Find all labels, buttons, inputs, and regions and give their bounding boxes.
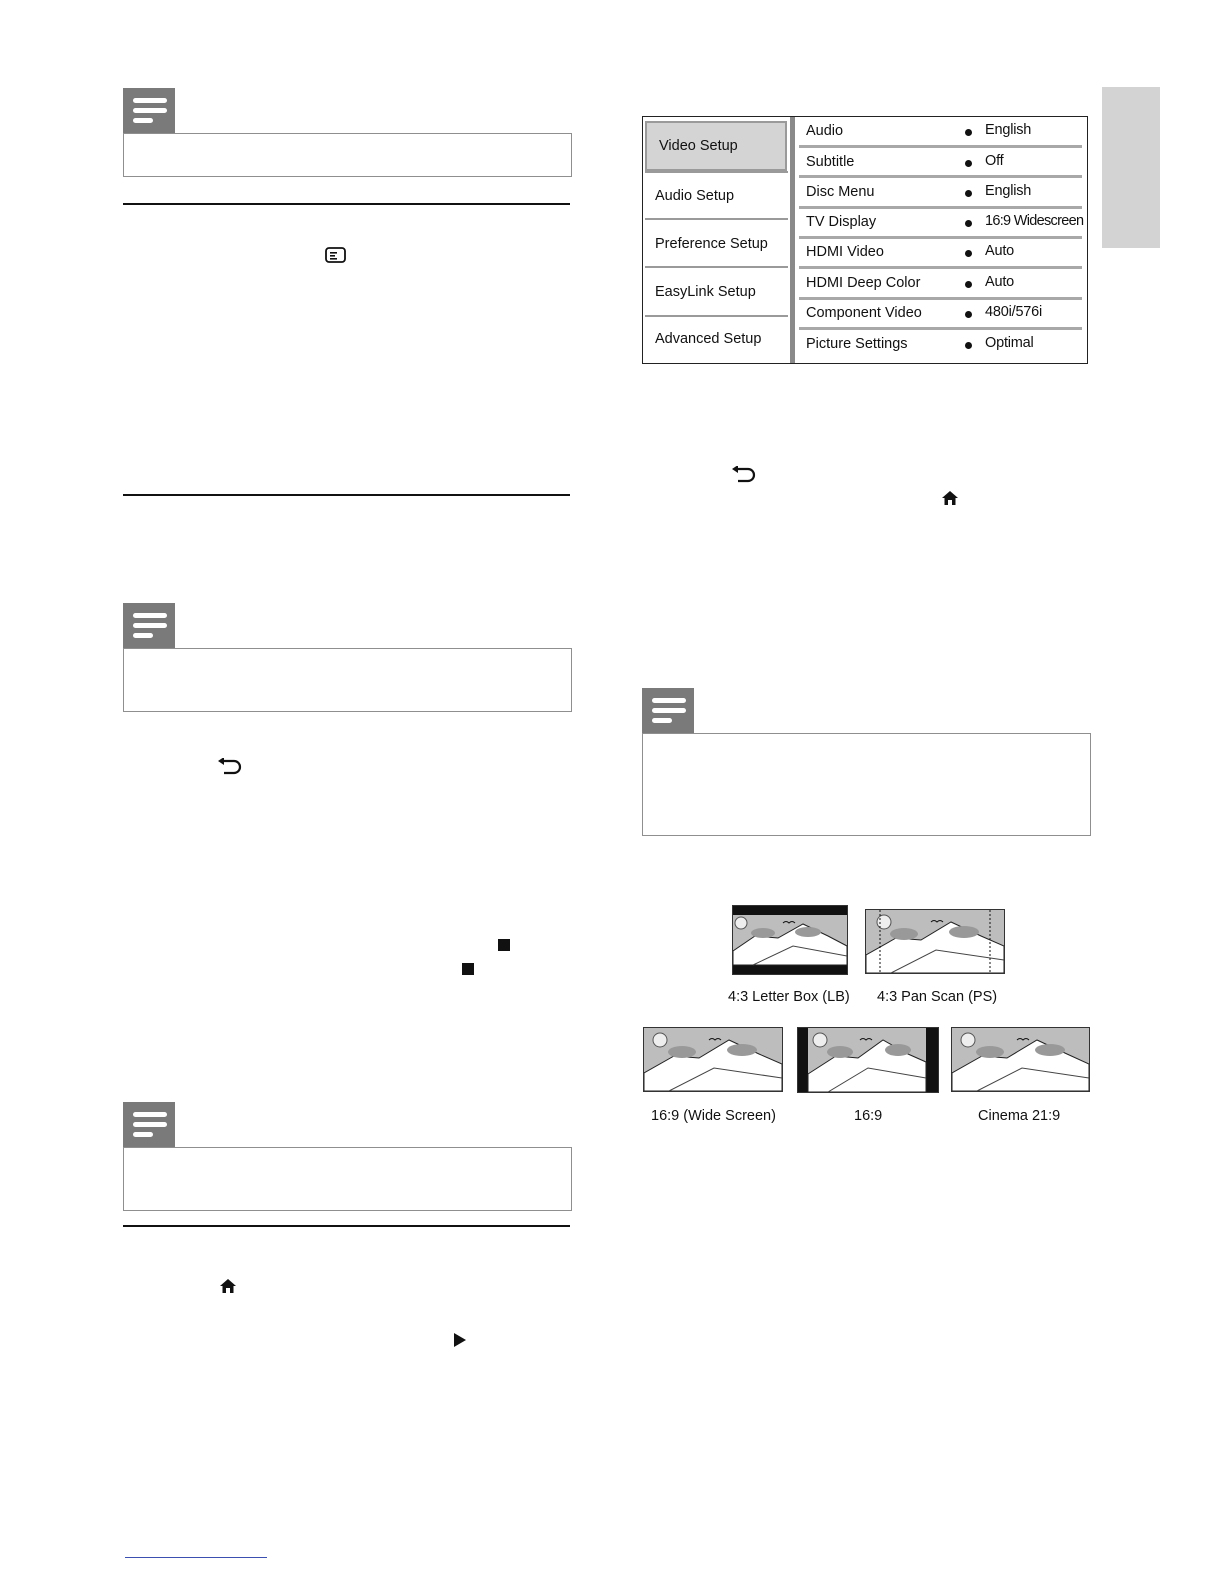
row-label: Picture Settings	[806, 336, 908, 352]
row-value: Off	[985, 153, 1004, 169]
bullet-icon	[965, 281, 972, 288]
caption-cinema: Cinema 21:9	[978, 1108, 1061, 1124]
caption-sixteen-nine: 16:9	[854, 1108, 883, 1124]
row-value: English	[985, 183, 1032, 199]
note-icon	[123, 603, 175, 649]
letterbox-illustration	[732, 905, 848, 975]
menu-divider	[790, 117, 795, 363]
bullet-icon	[965, 160, 972, 167]
home-icon	[219, 1278, 237, 1294]
row-label: Component Video	[806, 305, 922, 321]
back-icon	[731, 466, 757, 484]
widescreen-illustration	[643, 1027, 783, 1092]
bullet-icon	[965, 311, 972, 318]
caption-panscan: 4:3 Pan Scan (PS)	[877, 989, 998, 1005]
row-value: Auto	[985, 274, 1015, 290]
section-divider	[123, 203, 570, 205]
note-box	[642, 733, 1091, 836]
note-box	[123, 1147, 572, 1211]
subtitle-icon	[325, 247, 346, 263]
play-icon	[454, 1333, 466, 1347]
menu-item-easylink-setup[interactable]: EasyLink Setup	[655, 284, 756, 300]
menu-row-hdmi-video[interactable]	[799, 238, 1082, 266]
bullet-icon	[965, 129, 972, 136]
stop-icon	[462, 963, 474, 975]
menu-row-subtitle[interactable]	[799, 148, 1082, 176]
menu-item-audio-setup[interactable]: Audio Setup	[655, 188, 735, 204]
row-label: HDMI Deep Color	[806, 275, 921, 291]
panscan-illustration	[865, 909, 1005, 974]
bullet-icon	[965, 220, 972, 227]
cinema-illustration	[951, 1027, 1090, 1092]
bullet-icon	[965, 342, 972, 349]
menu-item-video-setup[interactable]: Video Setup	[645, 121, 787, 171]
note-icon	[123, 1102, 175, 1148]
setup-menu	[642, 116, 1088, 364]
row-value: Auto	[985, 243, 1015, 259]
row-label: Subtitle	[806, 154, 855, 170]
menu-row-disc-menu[interactable]	[799, 178, 1082, 206]
row-value: 480i/576i	[985, 304, 1043, 320]
menu-row-hdmi-deep-color[interactable]	[799, 269, 1082, 297]
menu-row-tv-display[interactable]	[799, 208, 1082, 236]
note-icon	[123, 88, 175, 134]
row-label: Audio	[806, 123, 844, 139]
language-side-tab	[1102, 87, 1160, 248]
note-icon	[642, 688, 694, 734]
section-divider	[123, 1225, 570, 1227]
note-box	[123, 648, 572, 712]
menu-row-component-video[interactable]	[799, 299, 1082, 327]
section-divider	[123, 494, 570, 496]
row-label: Disc Menu	[806, 184, 875, 200]
row-value: English	[985, 122, 1032, 138]
menu-row-audio[interactable]	[799, 117, 1082, 145]
row-value: 16:9 Widescreen	[985, 213, 1084, 229]
caption-widescreen: 16:9 (Wide Screen)	[651, 1108, 776, 1124]
menu-row-picture-settings[interactable]	[799, 330, 1082, 358]
caption-letterbox: 4:3 Letter Box (LB)	[728, 989, 850, 1005]
note-box	[123, 133, 572, 177]
back-icon	[217, 758, 243, 776]
row-value: Optimal	[985, 335, 1034, 351]
home-icon	[941, 490, 959, 506]
row-label: HDMI Video	[806, 244, 884, 260]
footer-link-underline	[125, 1557, 267, 1558]
menu-item-advanced-setup[interactable]: Advanced Setup	[655, 331, 762, 347]
bullet-icon	[965, 190, 972, 197]
sixteen-nine-illustration	[797, 1027, 939, 1093]
menu-item-preference-setup[interactable]: Preference Setup	[655, 235, 768, 252]
stop-icon	[498, 939, 510, 951]
row-label: TV Display	[806, 214, 877, 230]
bullet-icon	[965, 250, 972, 257]
